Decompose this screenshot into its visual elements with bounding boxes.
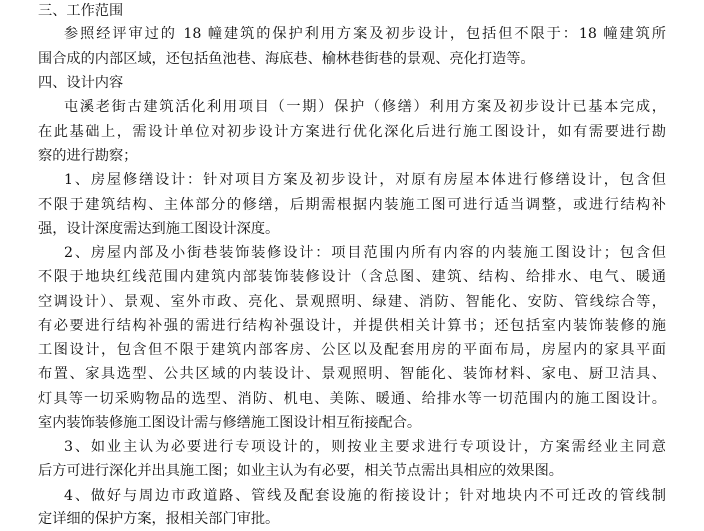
item-2-line-4: 有必要进行结构补强的需进行结构补强设计，并提供相关计算书；还包括室内装饰装修的施 xyxy=(38,318,666,334)
item-3-line-2: 后方可进行深化并出具施工图；如业主认为有必要，相关节点需出具相应的效果图。 xyxy=(38,463,563,479)
intro-para-line-2: 在此基础上，需设计单位对初步设计方案进行优化深化后进行施工图设计，如有需要进行勘 xyxy=(38,124,666,140)
item-2-line-5: 工图设计，包含但不限于建筑内部客房、公区以及配套用房的平面布局，房屋内的家具平面 xyxy=(38,342,666,358)
item-2-line-6: 布置、家具选型、公共区域的内装设计、景观照明、智能化、装饰材料、家电、厨卫洁具、 xyxy=(38,366,666,382)
item-2-line-7: 灯具等一切采购物品的选型、消防、机电、美陈、暖通、给排水等一切范围内的施工图设计。 xyxy=(38,391,666,407)
item-3-line-1: 3、如业主认为必要进行专项设计的，则按业主要求进行专项设计，方案需经业主同意 xyxy=(64,439,666,455)
section-heading-design: 四、设计内容 xyxy=(38,75,124,91)
item-2-line-1: 2、房屋内部及小街巷装饰装修设计：项目范围内所有内容的内装施工图设计；包含但 xyxy=(64,245,666,261)
scope-para-line-1: 参照经评审过的 18 幢建筑的保护利用方案及初步设计，包括但不限于：18 幢建筑所 xyxy=(64,26,666,42)
scope-para-line-2: 围合成的内部区域，还包括鱼池巷、海底巷、榆林巷街巷的景观、亮化打造等。 xyxy=(38,51,535,67)
intro-para-line-1: 屯溪老街古建筑活化利用项目（一期）保护（修缮）利用方案及初步设计已基本完成， xyxy=(64,99,666,115)
item-2-line-3: 空调设计）、景观、室外市政、亮化、景观照明、绿建、消防、智能化、安防、管线综合等， xyxy=(38,294,666,310)
intro-para-line-3: 察的进行勘察； xyxy=(38,148,138,164)
item-4-line-2: 定详细的保护方案，报相关部门审批。 xyxy=(38,511,280,527)
item-2-line-2: 不限于地块红线范围内建筑内部装饰装修设计（含总图、建筑、结构、给排水、电气、暖通 xyxy=(38,269,666,285)
item-1-line-2: 不限于建筑结构、主体部分的修缮，后期需根据内装施工图可进行适当调整，或进行结构补 xyxy=(38,197,666,213)
item-2-line-8: 室内装饰装修施工图设计需与修缮施工图设计相互衔接配合。 xyxy=(38,415,422,431)
section-heading-scope: 三、工作范围 xyxy=(38,3,124,19)
item-4-line-1: 4、做好与周边市政道路、管线及配套设施的衔接设计；针对地块内不可迁改的管线制 xyxy=(64,488,666,504)
item-1-line-3: 强，设计深度需达到施工图设计深度。 xyxy=(38,221,280,237)
item-1-line-1: 1、房屋修缮设计：针对项目方案及初步设计，对原有房屋本体进行修缮设计，包含但 xyxy=(64,172,666,188)
